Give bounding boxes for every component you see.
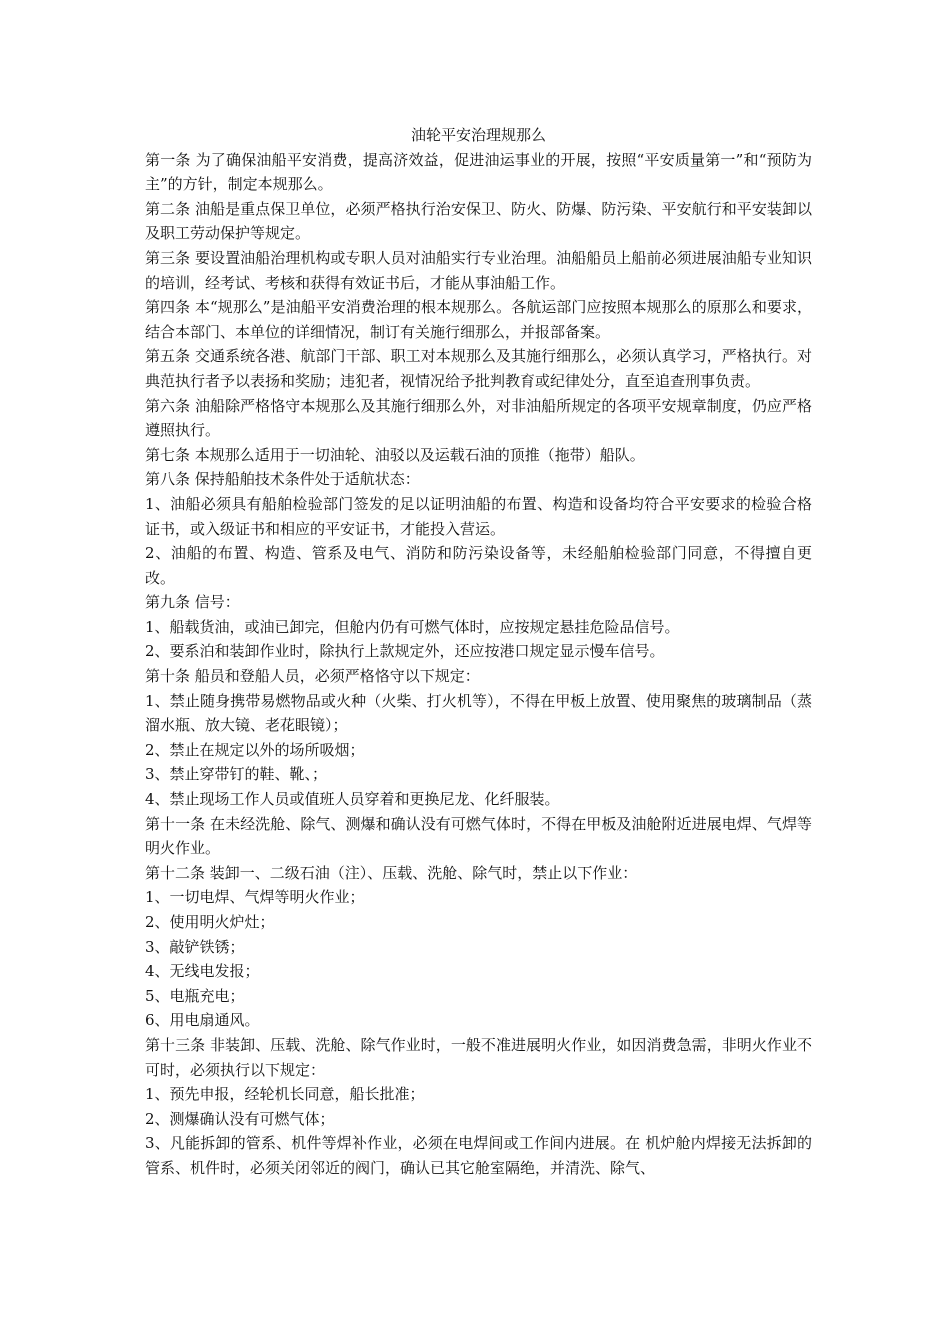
- document-page: [145, 123, 812, 1181]
- paragraph: 第四条 本“规那么”是油船平安消费治理的根本规那么。各航运部门应按照本规那么的原那么和要求，结合本部门、本单位的详细情况，制订有关施行细那么，并报部备案。: [145, 298, 812, 341]
- paragraph: 第一条 为了确保油船平安消费，提高济效益，促进油运事业的开展，按照“平安质量第一”和“预防为主”的方针，制定本规那么。: [145, 150, 812, 194]
- paragraph: 1、船载货油，或油已卸完，但舱内仍有可燃气体时，应按规定悬挂危险品信号。: [145, 617, 680, 636]
- paragraph: 1、预先申报，经轮机长同意，船长批准；: [145, 1085, 425, 1104]
- paragraph: 第十一条 在未经洗舱、除气、测爆和确认没有可燃气体时，不得在甲板及油舱附近进展电焊、气焊等明火作业。: [145, 814, 812, 858]
- paragraph: 第十条 船员和登船人员，必须严格恪守以下规定：: [145, 667, 480, 686]
- paragraph: 第十三条 非装卸、压载、洗舱、除气作业时，一般不准进展明火作业，如因消费急需，非明火作业不可时，必须执行以下规定：: [145, 1035, 812, 1079]
- paragraph: 第六条 油船除严格恪守本规那么及其施行细那么外，对非油船所规定的各项平安规章制度，仍应严格遵照执行。: [145, 396, 812, 440]
- paragraph: 3、禁止穿带钉的鞋、靴、；: [145, 765, 328, 784]
- paragraph: 第八条 保持船舶技术条件处于适航状态：: [145, 470, 420, 489]
- paragraph: 2、使用明火炉灶；: [145, 913, 275, 931]
- paragraph: 第七条 本规那么适用于一切油轮、油驳以及运载石油的顶推（拖带）船队。: [145, 445, 645, 464]
- paragraph: 第五条 交通系统各港、航部门干部、职工对本规那么及其施行细那么，必须认真学习，严格执行。对典范执行者予以表扬和奖励；违犯者，视情况给予批判教育或纪律处分，直至追查刑事负责。: [145, 347, 812, 390]
- paragraph: 2、油船的布置、构造、管系及电气、消防和防污染设备等，未经船舶检验部门同意，不得擅自更改。: [145, 544, 812, 587]
- paragraph: 4、禁止现场工作人员或值班人员穿着和更换尼龙、化纤服装。: [145, 790, 560, 809]
- document-title: 油轮平安治理规那么: [410, 126, 546, 144]
- paragraph: 1、禁止随身携带易燃物品或火种（火柴、打火机等），不得在甲板上放置、使用聚焦的玻璃制品（蒸溜水瓶、放大镜、老花眼镜）；: [145, 691, 812, 735]
- paragraph: 5、电瓶充电；: [145, 986, 245, 1005]
- paragraph: 第三条 要设置油船治理机构或专职人员对油船实行专业治理。油船船员上船前必须进展油船专业知识的培训，经考试、考核和获得有效证书后，才能从事油船工作。: [145, 248, 812, 292]
- paragraph: 2、要系泊和装卸作业时，除执行上款规定外，还应按港口规定显示慢车信号。: [145, 642, 665, 661]
- paragraph: 2、测爆确认没有可燃气体；: [145, 1109, 335, 1128]
- paragraph: 1、油船必须具有船舶检验部门签发的足以证明油船的布置、构造和设备均符合平安要求的检验合格证书，或入级证书和相应的平安证书，才能投入营运。: [145, 494, 812, 538]
- paragraph: 4、无线电发报；: [145, 962, 260, 981]
- paragraph: 3、凡能拆卸的管系、机件等焊补作业，必须在电焊间或工作间内进展。在 机炉舱内焊接无法拆卸的管系、机件时，必须关闭邻近的阀门，确认已其它舱室隔绝，并清洗、除气、: [145, 1134, 812, 1177]
- paragraph: 2、禁止在规定以外的场所吸烟；: [145, 740, 365, 759]
- paragraph: 第二条 油船是重点保卫单位，必须严格执行治安保卫、防火、防爆、防污染、平安航行和平安装卸以及职工劳动保护等规定。: [145, 199, 812, 243]
- paragraph: 3、敲铲铁锈；: [145, 937, 245, 956]
- paragraph: 1、一切电焊、气焊等明火作业；: [145, 888, 365, 907]
- paragraph: 第十二条 装卸一、二级石油（注）、压载、洗舱、除气时，禁止以下作业：: [145, 863, 638, 882]
- paragraph: 第九条 信号：: [145, 593, 240, 612]
- paragraph: 6、用电扇通风。: [145, 1011, 260, 1030]
